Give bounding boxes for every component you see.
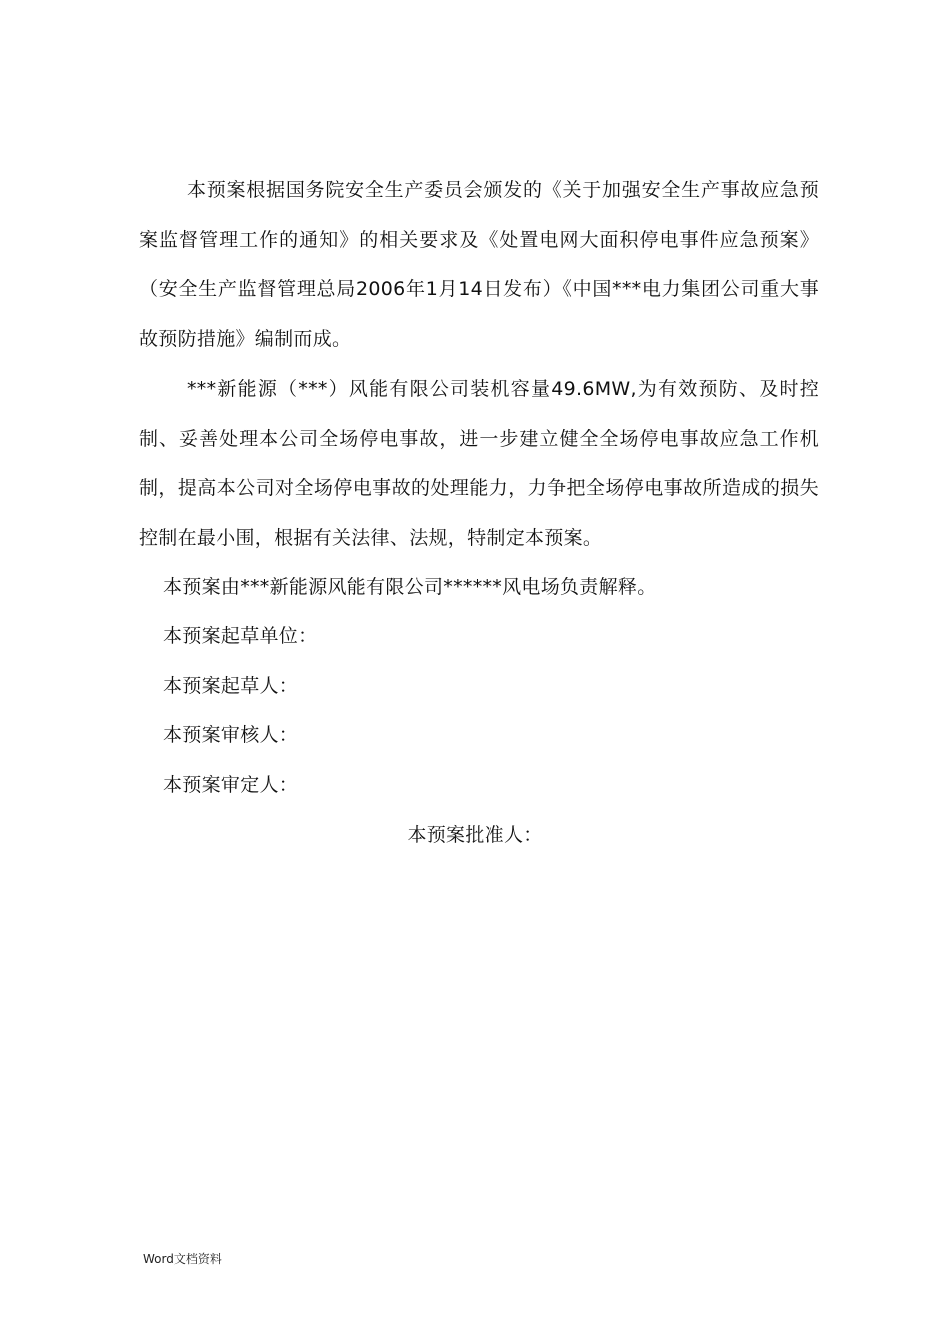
drafter-line: 本预案起草人： (163, 675, 299, 697)
footer-label: Word文档资料 (143, 1252, 222, 1266)
reviewer-line: 本预案审核人： (163, 724, 299, 746)
paragraph-purpose: ***新能源（***）风能有限公司装机容量49.6MW,为有效预防、及时控制、妥善处理本公司全场停电事故，进一步建立健全全场停电事故应急工作机制，提高本公司对全场停电事故的处理能力，力争把全场停电事故所造成的损失控制在最小围，根据有关法律、法规，特制定本预案。 (139, 378, 819, 549)
interpretation-line: 本预案由***新能源风能有限公司******风电场负责解释。 (163, 576, 657, 598)
approver-line: 本预案批准人： (407, 824, 543, 846)
drafting-unit-line: 本预案起草单位： (163, 625, 318, 647)
approver-check-line: 本预案审定人： (163, 774, 299, 796)
paragraph-basis: 本预案根据国务院安全生产委员会颁发的《关于加强安全生产事故应急预案监督管理工作的通知》的相关要求及《处置电网大面积停电事件应急预案》（安全生产监督管理总局2006年1月14日发布）《中国***电力集团公司重大事故预防措施》编制而成。 (139, 179, 819, 350)
